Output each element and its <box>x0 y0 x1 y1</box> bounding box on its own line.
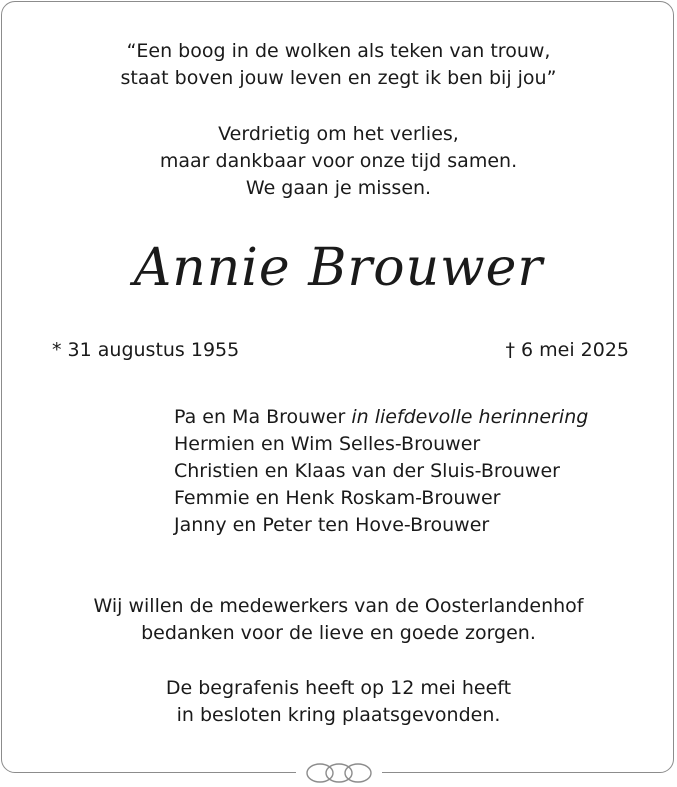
thanks-line-2: bedanken voor de lieve en goede zorgen. <box>141 622 536 644</box>
funeral-text <box>0 675 677 729</box>
parents-note: in liefdevolle herinnering <box>351 406 589 428</box>
grief-text <box>0 121 677 202</box>
family-list <box>174 404 588 539</box>
family-member: Femmie en Henk Roskam-Brouwer <box>174 487 501 509</box>
deceased-name: Annie Brouwer <box>133 238 544 298</box>
thanks-text <box>0 593 677 647</box>
grief-line-2: maar dankbaar voor onze tijd samen. <box>159 150 518 172</box>
grief-line-3: We gaan je missen. <box>245 177 432 199</box>
death-date: † 6 mei 2025 <box>505 339 629 361</box>
grief-line-1: Verdrietig om het verlies, <box>218 123 459 145</box>
parents-names: Pa en Ma Brouwer <box>174 406 346 428</box>
funeral-line-2: in besloten kring plaatsgevonden. <box>176 704 501 726</box>
family-parents <box>174 404 588 431</box>
card-border <box>1 1 674 773</box>
interlocking-rings-icon <box>296 760 382 786</box>
family-member: Janny en Peter ten Hove-Brouwer <box>174 514 490 536</box>
funeral-line-1: De begrafenis heeft op 12 mei heeft <box>165 677 512 699</box>
quote-line-2: staat boven jouw leven en zegt ik ben bij jou” <box>120 67 557 89</box>
birth-date: * 31 augustus 1955 <box>52 339 240 361</box>
thanks-line-1: Wij willen de medewerkers van de Oosterlandenhof <box>93 595 584 617</box>
family-member: Christien en Klaas van der Sluis-Brouwer <box>174 460 560 482</box>
family-member: Hermien en Wim Selles-Brouwer <box>174 433 481 455</box>
opening-quote <box>0 38 677 92</box>
quote-line-1: “Een boog in de wolken als teken van trouw, <box>126 40 551 62</box>
